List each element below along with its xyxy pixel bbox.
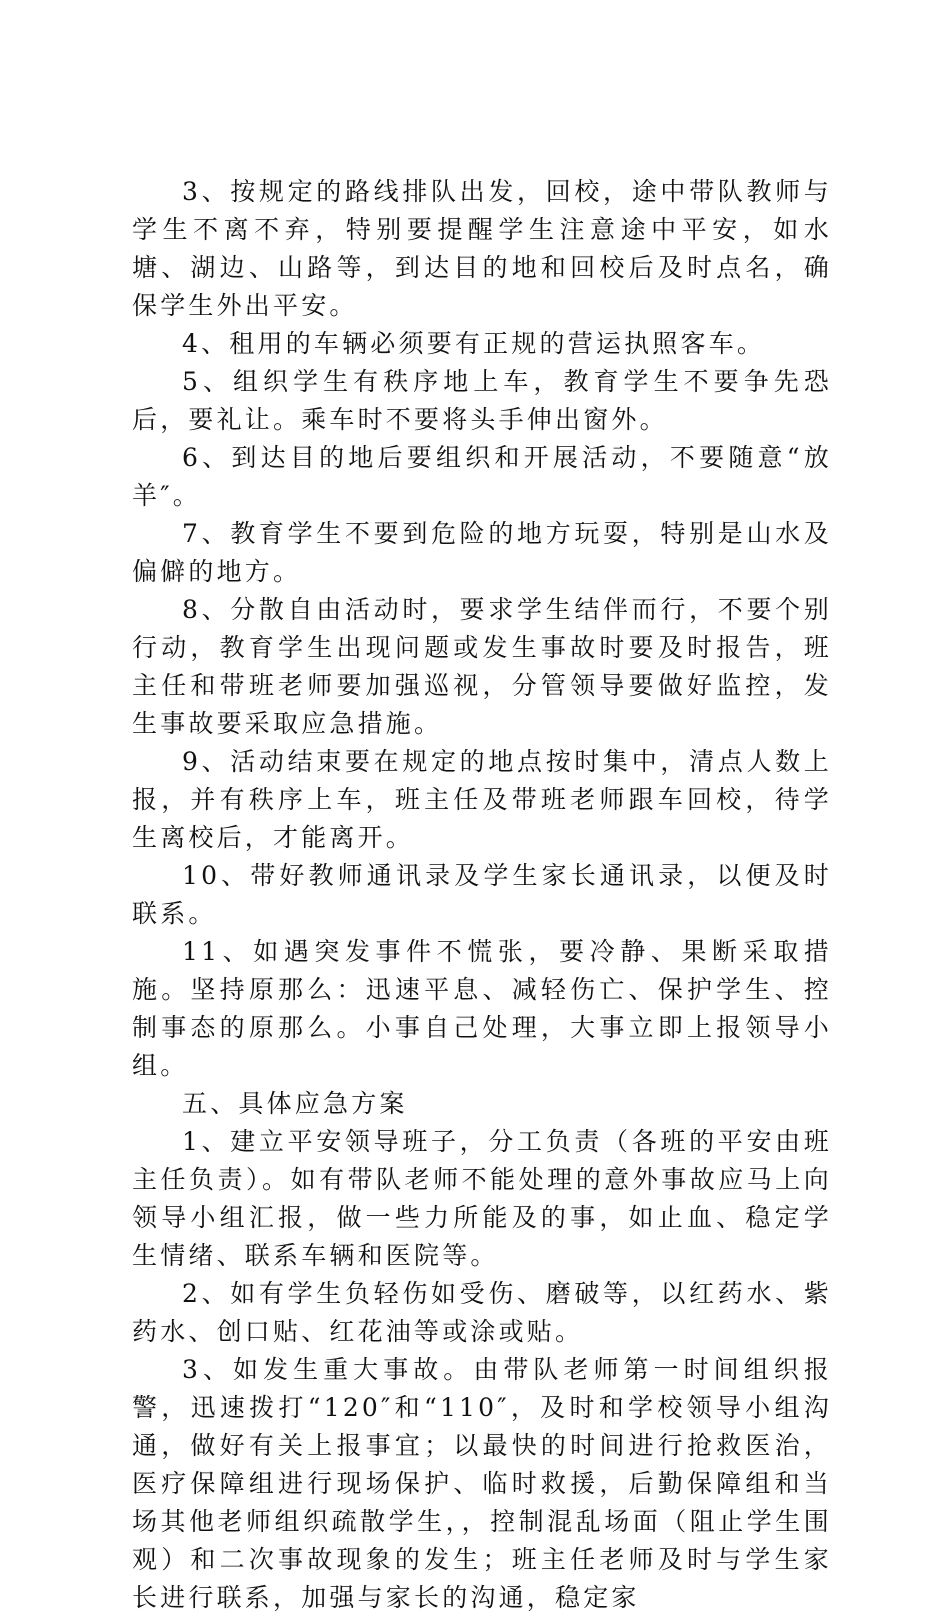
section-heading-five: 五、具体应急方案 — [182, 1089, 408, 1118]
paragraph-item-7-danger: 7、教育学生不要到危险的地方玩耍，特别是山水及偏僻的地方。 — [132, 519, 832, 586]
document-body — [132, 173, 832, 1617]
paragraph-item-8-free-activity: 8、分散自由活动时，要求学生结伴而行，不要个别行动，教育学生出现问题或发生事故时要及时报告，班主任和带班老师要加强巡视，分管领导要做好监控，发生事故要采取应急措施。 — [132, 595, 832, 738]
paragraph-item-6-activities: 6、到达目的地后要组织和开展活动，不要随意“放羊″。 — [132, 443, 832, 510]
paragraph-item-3-route: 3、按规定的路线排队出发，回校，途中带队教师与学生不离不弃，特别要提醒学生注意途中平安，如水塘、湖边、山路等，到达目的地和回校后及时点名，确保学生外出平安。 — [132, 177, 832, 320]
paragraph-plan-1-leadership: 1、建立平安领导班子，分工负责（各班的平安由班主任负责）。如有带队老师不能处理的意外事故应马上向领导小组汇报，做一些力所能及的事，如止血、稳定学生情绪、联系车辆和医院等。 — [132, 1127, 832, 1270]
paragraph-plan-2-minor-injury: 2、如有学生负轻伤如受伤、磨破等，以红药水、紫药水、创口贴、红花油等或涂或贴。 — [132, 1279, 832, 1346]
paragraph-item-11-emergency: 11、如遇突发事件不慌张，要冷静、果断采取措施。坚持原那么：迅速平息、减轻伤亡、保护学生、控制事态的原那么。小事自己处理，大事立即上报领导小组。 — [132, 937, 832, 1080]
paragraph-plan-3-major-accident: 3、如发生重大事故。由带队老师第一时间组织报警，迅速拨打“120″和“110″，及时和学校领导小组沟通，做好有关上报事宜；以最快的时间进行抢救医治，医疗保障组进行现场保护、临时救援，后勤保障组和当场其他老师组织疏散学生，，控制混乱场面（阻止学生围观）和二次事故现象的发生；班主任老师及时与学生家长进行联系，加强与家长的沟通，稳定家 — [132, 1355, 832, 1612]
paragraph-item-10-contacts: 10、带好教师通讯录及学生家长通讯录，以便及时联系。 — [132, 861, 832, 928]
paragraph-item-5-boarding: 5、组织学生有秩序地上车，教育学生不要争先恐后，要礼让。乘车时不要将头手伸出窗外。 — [132, 367, 832, 434]
paragraph-item-9-gathering: 9、活动结束要在规定的地点按时集中，清点人数上报，并有秩序上车，班主任及带班老师跟车回校，待学生离校后，才能离开。 — [132, 747, 832, 852]
paragraph-item-4-vehicle: 4、租用的车辆必须要有正规的营运执照客车。 — [182, 329, 766, 358]
